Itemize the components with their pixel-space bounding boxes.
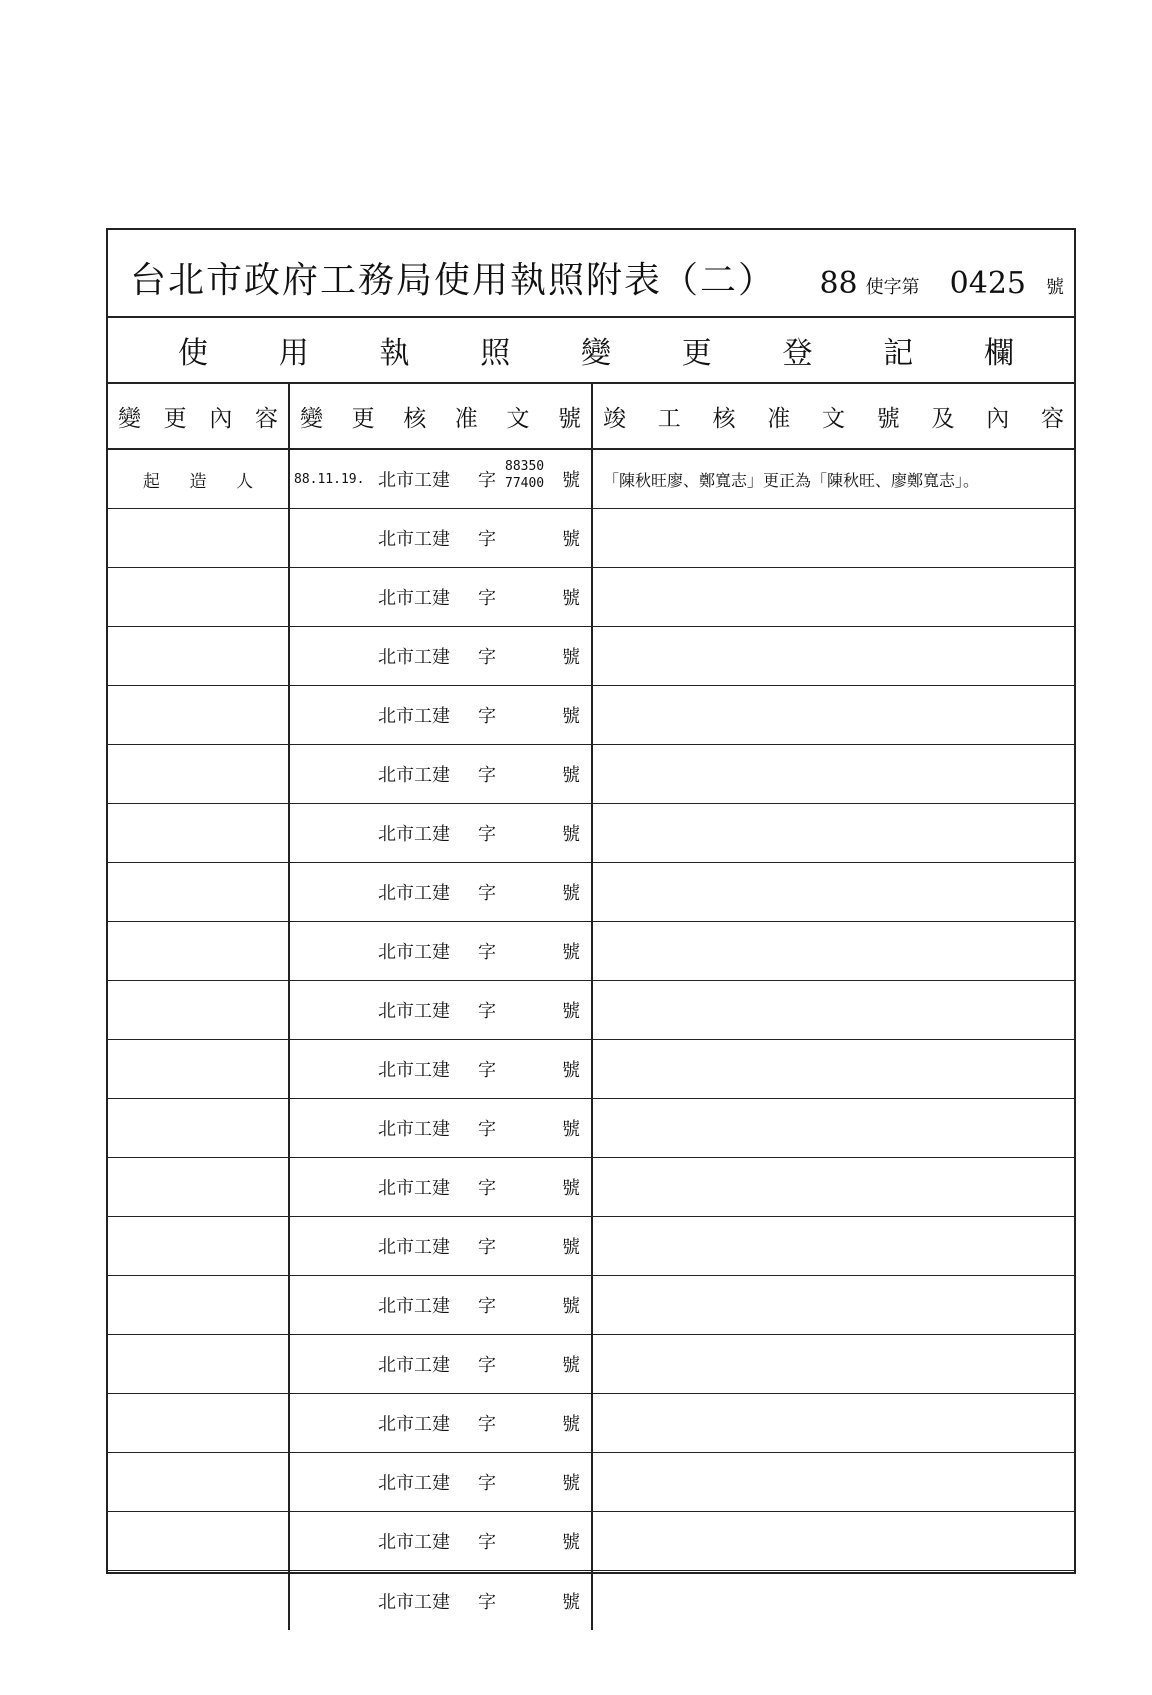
approval-office: 北市工建 [378, 1414, 450, 1435]
approval-number-cell [290, 745, 593, 803]
column-header-completion [593, 384, 1074, 448]
header-char: 准 [454, 405, 478, 432]
completion-content-cell [593, 1158, 1074, 1216]
approval-zi: 字 [478, 824, 496, 845]
approval-office: 北市工建 [378, 1355, 450, 1376]
completion-content-cell [593, 922, 1074, 980]
approval-zi: 字 [478, 1355, 496, 1376]
completion-content-cell [593, 745, 1074, 803]
column-header-change [108, 384, 290, 448]
header-char: 更 [163, 405, 187, 432]
completion-content-cell [593, 981, 1074, 1039]
approval-number-cell [290, 1453, 593, 1511]
table-row [108, 509, 1074, 568]
approval-number-cell [290, 627, 593, 685]
approval-number-cell [290, 1571, 593, 1630]
change-content-cell [108, 1453, 290, 1511]
completion-content-cell [593, 627, 1074, 685]
approval-number-cell [290, 1394, 593, 1452]
approval-zi: 字 [478, 1178, 496, 1199]
approval-number-1: 88350 [505, 459, 545, 474]
approval-zi: 字 [478, 706, 496, 727]
approval-number-2: 77400 [505, 476, 545, 491]
approval-hao: 號 [562, 1473, 580, 1494]
header-char: 更 [351, 405, 375, 432]
approval-hao: 號 [562, 588, 580, 609]
header-char: 內 [209, 405, 233, 432]
table-row [108, 450, 1074, 509]
table-row [108, 686, 1074, 745]
header-char: 核 [403, 405, 427, 432]
banner-text [108, 328, 1074, 372]
approval-hao: 號 [562, 529, 580, 550]
completion-content-cell [593, 1453, 1074, 1511]
completion-content-cell [593, 1217, 1074, 1275]
header-char: 准 [767, 405, 791, 432]
table-row [108, 981, 1074, 1040]
change-content-cell [108, 450, 290, 508]
approval-hao: 號 [562, 647, 580, 668]
approval-zi: 字 [478, 942, 496, 963]
approval-office: 北市工建 [378, 1001, 450, 1022]
table-row [108, 804, 1074, 863]
completion-content-cell [593, 568, 1074, 626]
header-char: 核 [712, 405, 736, 432]
permit-prefix: 使字第 [865, 277, 920, 298]
change-content-cell [108, 1512, 290, 1570]
approval-number-cell [290, 1099, 593, 1157]
approval-number-cell [290, 804, 593, 862]
approval-office: 北市工建 [378, 942, 450, 963]
completion-content-cell [593, 804, 1074, 862]
change-content-cell [108, 509, 290, 567]
approval-zi: 字 [478, 765, 496, 786]
header-char: 及 [931, 405, 955, 432]
completion-content-cell [593, 1571, 1074, 1630]
approval-zi: 字 [478, 1119, 496, 1140]
approval-office: 北市工建 [378, 883, 450, 904]
approval-number-cell [290, 863, 593, 921]
completion-content-cell [593, 1276, 1074, 1334]
change-content-cell [108, 745, 290, 803]
change-content-cell [108, 1099, 290, 1157]
table-row [108, 1453, 1074, 1512]
approval-zi: 字 [478, 1532, 496, 1553]
approval-number-cell [290, 922, 593, 980]
banner-char: 使 [178, 336, 208, 371]
approval-number-cell [290, 450, 593, 508]
table-row [108, 922, 1074, 981]
approval-office: 北市工建 [378, 1296, 450, 1317]
banner-char: 更 [681, 336, 712, 371]
approval-numbers [505, 458, 544, 492]
approval-office: 北市工建 [378, 647, 450, 668]
table-row [108, 627, 1074, 686]
banner-char: 用 [278, 336, 309, 371]
banner-char: 登 [782, 336, 813, 371]
change-content-cell [108, 1394, 290, 1452]
approval-hao: 號 [562, 1178, 580, 1199]
approval-number-cell [290, 568, 593, 626]
form-frame [106, 228, 1076, 1613]
approval-hao: 號 [562, 1001, 580, 1022]
approval-office: 北市工建 [378, 706, 450, 727]
approval-number-cell [290, 1512, 593, 1570]
approval-hao: 號 [562, 942, 580, 963]
change-content-cell [108, 1571, 290, 1630]
approval-office: 北市工建 [378, 470, 450, 491]
completion-content-cell [593, 1040, 1074, 1098]
approval-zi: 字 [478, 1296, 496, 1317]
table-row [108, 1276, 1074, 1335]
approval-zi: 字 [478, 529, 496, 550]
approval-hao: 號 [562, 883, 580, 904]
header-char: 容 [254, 405, 278, 432]
table-row [108, 1040, 1074, 1099]
table-row [108, 1571, 1074, 1630]
header-char: 號 [557, 405, 581, 432]
approval-office: 北市工建 [378, 1237, 450, 1258]
permit-number: 0425 [949, 266, 1026, 301]
approval-zi: 字 [478, 1414, 496, 1435]
approval-zi: 字 [478, 1591, 496, 1613]
form-title: 台北市政府工務局使用執照附表（二） [130, 260, 777, 301]
banner-char: 欄 [984, 336, 1014, 371]
approval-office: 北市工建 [378, 1060, 450, 1081]
approval-hao: 號 [562, 1414, 580, 1435]
approval-office: 北市工建 [378, 824, 450, 845]
approval-hao: 號 [562, 706, 580, 727]
table-row [108, 568, 1074, 627]
banner-char: 記 [883, 336, 914, 371]
change-content-cell [108, 1040, 290, 1098]
column-header-approval [290, 384, 593, 448]
change-content-cell [108, 1335, 290, 1393]
approval-hao: 號 [562, 470, 580, 491]
approval-zi: 字 [478, 883, 496, 904]
approval-number-cell [290, 1276, 593, 1334]
approval-number-cell [290, 509, 593, 567]
completion-content-cell [593, 1099, 1074, 1157]
approval-zi: 字 [478, 1001, 496, 1022]
table-row [108, 863, 1074, 922]
approval-office: 北市工建 [378, 1119, 450, 1140]
table-row [108, 1158, 1074, 1217]
approval-hao: 號 [562, 1591, 580, 1613]
change-content-cell [108, 627, 290, 685]
completion-content-cell [593, 450, 1074, 508]
approval-hao: 號 [562, 1119, 580, 1140]
table-row [108, 1217, 1074, 1276]
approval-office: 北市工建 [378, 588, 450, 609]
change-content-char: 造 [189, 471, 207, 492]
header-char: 竣 [603, 405, 626, 432]
header-char: 變 [300, 405, 323, 432]
approval-office: 北市工建 [378, 529, 450, 550]
completion-content-cell [593, 863, 1074, 921]
column-header-row [108, 384, 1074, 450]
completion-content-cell [593, 686, 1074, 744]
header-char: 工 [657, 405, 681, 432]
header-char: 變 [118, 405, 141, 432]
approval-hao: 號 [562, 765, 580, 786]
completion-content-cell [593, 1335, 1074, 1393]
approval-hao: 號 [562, 1532, 580, 1553]
permit-suffix: 號 [1046, 277, 1064, 298]
section-banner [108, 318, 1074, 384]
change-content-cell [108, 981, 290, 1039]
approval-office: 北市工建 [378, 1532, 450, 1553]
approval-office: 北市工建 [378, 1178, 450, 1199]
table-row [108, 1099, 1074, 1158]
approval-office: 北市工建 [378, 765, 450, 786]
approval-date: 88.11.19. [294, 471, 365, 487]
approval-hao: 號 [562, 1355, 580, 1376]
register-rows [108, 450, 1074, 1630]
change-content-cell [108, 863, 290, 921]
approval-hao: 號 [562, 1060, 580, 1081]
approval-zi: 字 [478, 588, 496, 609]
header-char: 內 [986, 405, 1010, 432]
approval-number-cell [290, 1158, 593, 1216]
approval-number-cell [290, 686, 593, 744]
header-char: 文 [506, 405, 530, 432]
completion-content-cell [593, 509, 1074, 567]
permit-year: 88 [819, 266, 858, 301]
approval-zi: 字 [478, 470, 496, 491]
change-content-cell [108, 686, 290, 744]
approval-zi: 字 [478, 1060, 496, 1081]
change-content-char: 起 [142, 471, 160, 492]
approval-hao: 號 [562, 1296, 580, 1317]
approval-hao: 號 [562, 824, 580, 845]
table-row [108, 1394, 1074, 1453]
change-content-cell [108, 1276, 290, 1334]
banner-char: 變 [581, 336, 611, 371]
approval-number-cell [290, 1335, 593, 1393]
approval-zi: 字 [478, 1473, 496, 1494]
title-row [108, 230, 1074, 318]
header-char: 容 [1041, 405, 1064, 432]
header-char: 號 [876, 405, 900, 432]
table-row [108, 745, 1074, 804]
table-row [108, 1335, 1074, 1394]
banner-char: 照 [480, 336, 511, 371]
approval-zi: 字 [478, 647, 496, 668]
approval-hao: 號 [562, 1237, 580, 1258]
approval-zi: 字 [478, 1237, 496, 1258]
header-char: 文 [822, 405, 845, 432]
change-content-cell [108, 568, 290, 626]
completion-content-text: 「陳秋旺廖、鄭寬志」更正為「陳秋旺、廖鄭寬志」。 [603, 470, 980, 490]
approval-number-cell [290, 981, 593, 1039]
completion-content-cell [593, 1512, 1074, 1570]
change-content-cell [108, 1158, 290, 1216]
permit-number-block [819, 266, 1064, 301]
change-content-cell [108, 922, 290, 980]
approval-number-cell [290, 1217, 593, 1275]
completion-content-cell [593, 1394, 1074, 1452]
approval-office: 北市工建 [378, 1591, 450, 1613]
change-content-char: 人 [236, 471, 254, 492]
change-content-cell [108, 804, 290, 862]
change-content-cell [108, 1217, 290, 1275]
approval-number-cell [290, 1040, 593, 1098]
table-row [108, 1512, 1074, 1571]
banner-char: 執 [379, 336, 410, 371]
approval-office: 北市工建 [378, 1473, 450, 1494]
